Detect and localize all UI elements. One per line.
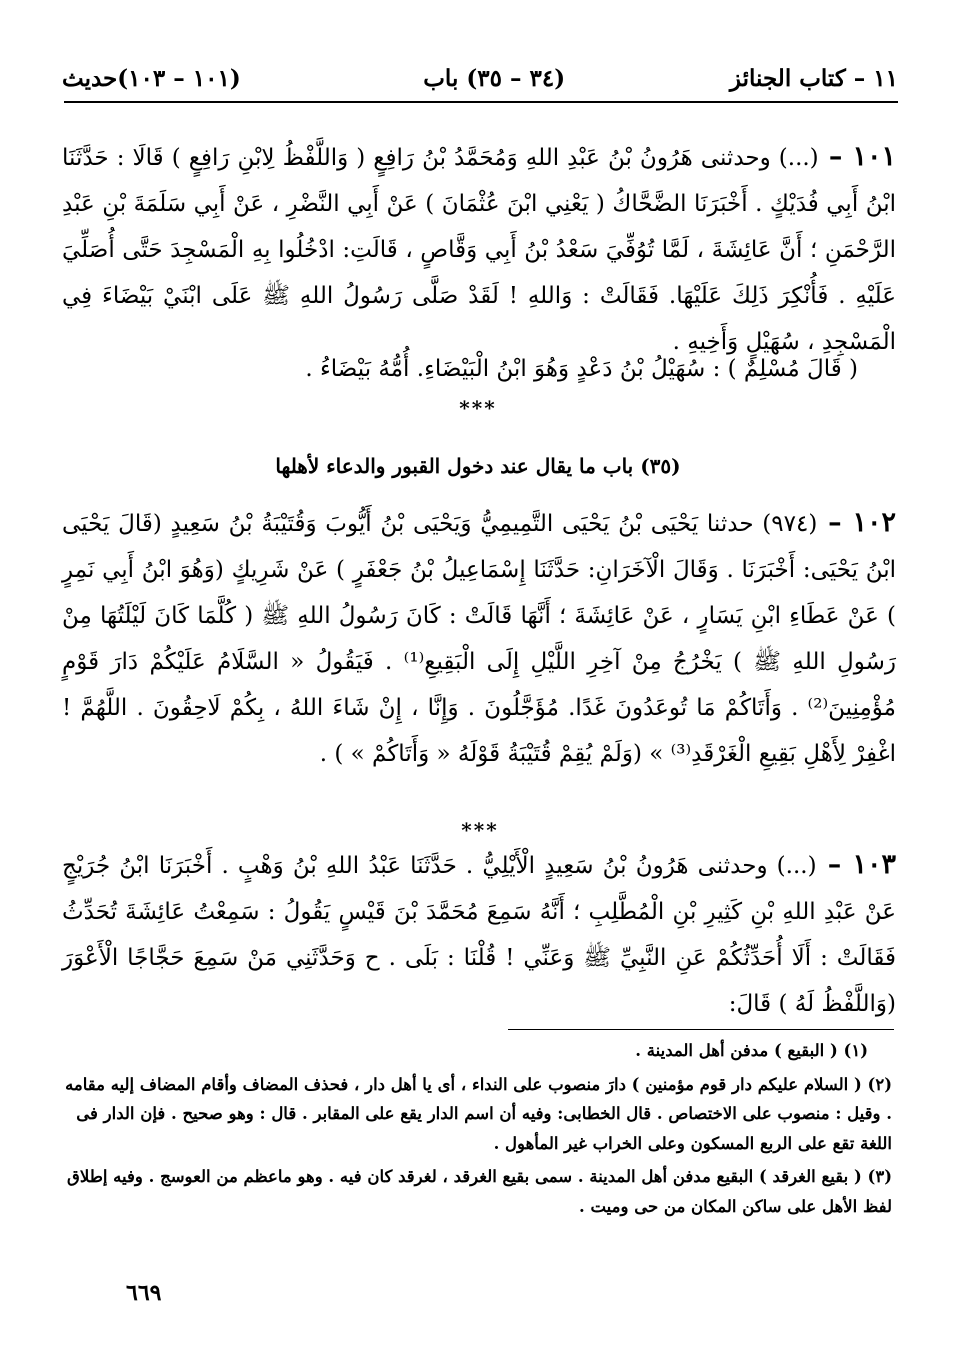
hadith-101 xyxy=(62,134,896,365)
footnotes xyxy=(64,1036,892,1221)
hadith-text: (٩٧٤) حدثنا يَحْيَى بْنُ يَحْيَى التَّمِيمِيُّ وَيَحْيَى بْنُ أَيُّوبَ وَقُتَيْبَةُ بْنُ سَعِيدٍ (قَالَ يَحْيَى ابْنُ يَحْيَى: أَخْبَرَنَا . وَقَالَ الْآخَرَانِ: حَدَّثَنَا إِسْمَاعِيلُ بْنُ جَعْفَرٍ ) عَنْ شَرِيكٍ (وَهُوَ ابْنُ أَبِي نَمِرٍ ) عَنْ عَطَاءِ ابْنِ يَسَارٍ ، عَنْ عَائِشَةَ ؛ أَنَّهَا قَالَتْ : كَانَ رَسُولُ اللهِ ﷺ ( كُلَّمَا كَانَ لَيْلَتُهَا مِنْ رَسُولِ اللهِ ﷺ ) يَخْرُجُ مِنْ آخِرِ اللَّيْلِ إِلَى الْبَقِيعِ⁽¹⁾ . فَيَقُولُ « السَّلَامُ عَلَيْكُمْ دَارَ قَوْمٍ مُؤْمِنِينَ⁽²⁾ . وَأَتَاكُمْ مَا تُوعَدُونَ غَدًا. مُؤَجَّلُونَ . وَإِنَّا ، إِنْ شَاءَ اللهُ ، بِكُمْ لَاحِقُونَ . اللَّهُمَّ ! اغْفِرْ لِأَهْلِ بَقِيعِ الْغَرْقَدِ⁽³⁾ » (وَلَمْ يُقِمْ قُتَيْبَةُ قَوْلَهُ « وَأَتَاكُمْ » ) . xyxy=(62,511,896,767)
header-hadith-range: (١٠١ – ١٠٣)حديث xyxy=(62,64,241,92)
header-chapter-range: (٣٤ – ٣٥) باب xyxy=(423,64,566,92)
section-separator: *** xyxy=(461,818,499,842)
chapter-title: (٣٥) باب ما يقال عند دخول القبور والدعاء لأهلها xyxy=(275,454,681,478)
page-number: ٦٦٩ xyxy=(126,1280,162,1306)
section-separator: *⁢** xyxy=(459,396,497,420)
header-book-title: ١١ – كتاب الجنائز xyxy=(729,64,898,92)
footnote-3: (٣) ( بقيع الغرقد ) البقيع مدفن أهل المدينة . سمى بقيع الغرقد ، لغرقد كان فيه . وهو ماعظم من العوسج . وفيه إطلاق لفظ الأهل على ساكن المكان من حى وميت . xyxy=(67,1167,892,1216)
running-header xyxy=(62,58,898,98)
hadith-102 xyxy=(62,500,896,777)
footnote-2: (٢) ( السلام عليكم دار قوم مؤمنين ) دارَ منصوب على النداء ، أى يا أهل دار ، فحذف المضاف وأقام المضاف إليه مقامه . وقيل : منصوب على الاختصاص . قال الخطابى: وفيه أن اسم الدار يقع على المقابر . قال : وهو صحيح . فإن الدار فى اللغة تقع على الربع المسكون وعلى الخراب غير المأهول . xyxy=(65,1074,892,1153)
hadith-103 xyxy=(62,842,896,1027)
footnote-1: (١) ( البقيع ) مدفن أهل المدينة . xyxy=(635,1041,868,1060)
footnote-rule xyxy=(508,1029,894,1030)
hadith-number: ١٠١ – xyxy=(818,141,896,172)
hadith-text: (...) وحدثنى هَرُونُ بْنُ عَبْدِ اللهِ وَمُحَمَّدُ بْنُ رَافِعٍ ( وَاللَّفْظُ لِابْنِ رَافِعٍ ) قَالَا : حَدَّثَنَا ابْنُ أَبِي فُدَيْكٍ . أَخْبَرَنَا الضَّحَّاكُ ( يَعْنِي ابْنَ عُثْمَانَ ) عَنْ أَبِي النَّضْرِ ، عَنْ أَبِي سَلَمَةَ بْنِ عَبْدِ الرَّحْمَنِ ؛ أَنَّ عَائِشَةَ ، لَمَّا تُوُفِّيَ سَعْدُ بْنُ أَبِي وَقَّاصٍ ، قَالَتِ: ادْخُلُوا بِهِ الْمَسْجِدَ حَتَّى أُصَلِّيَ عَلَيْهِ . فَأُنْكِرَ ذَلِكَ عَلَيْهَا. فَقَالَتْ : وَاللهِ ! لَقَدْ صَلَّى رَسُولُ اللهِ ﷺ عَلَى ابْنَيْ بَيْضَاءَ فِي الْمَسْجِدِ ، سُهَيْلٍ وَأَخِيهِ . xyxy=(62,145,896,355)
hadith-text: (...) وحدثنى هَرُونُ بْنُ سَعِيدٍ الْأَيْلِيُّ . حَدَّثَنَا عَبْدُ اللهِ بْنُ وَهْبٍ . أَخْبَرَنَا ابْنُ جُرَيْجٍ عَنْ عَبْدِ اللهِ بْنِ كَثِيرِ بْنِ الْمُطَّلِبِ ؛ أَنَّهُ سَمِعَ مُحَمَّدَ بْنَ قَيْسٍ يَقُولُ : سَمِعْتُ عَائِشَةَ تُحَدِّثُ فَقَالَتْ : أَلَا أُحَدِّثُكُمْ عَنِ النَّبِيِّ ﷺ وَعَنِّي ! قُلْنَا : بَلَى . ح وَحَدَّثَنِي مَنْ سَمِعَ حَجَّاجًا الْأَعْوَرَ (وَاللَّفْظُ لَهُ ) قَالَ: xyxy=(62,853,896,1017)
hadith-number: ١٠٣ – xyxy=(816,849,896,880)
hadith-number: ١٠٢ – xyxy=(817,507,896,538)
header-rule xyxy=(64,101,898,103)
hadith-101-note: ( قَالَ مُسْلِمٌ ) : سُهَيْلُ بْنُ دَعْدٍ وَهُوَ ابْنُ الْبَيْضَاءِ. أُمُّهُ بَيْضَاءُ . xyxy=(305,356,858,382)
